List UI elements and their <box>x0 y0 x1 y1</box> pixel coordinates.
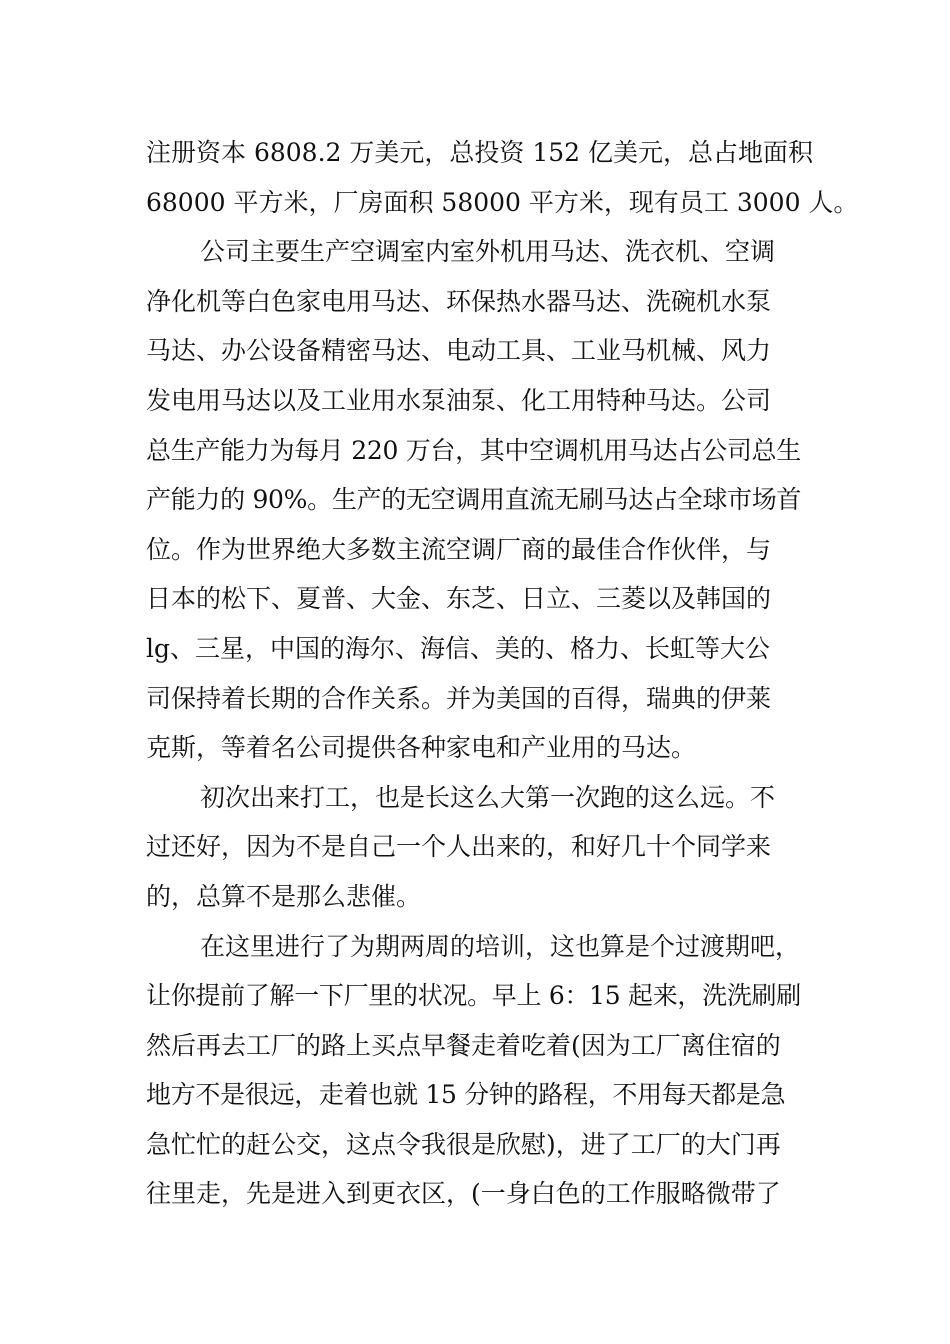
text-line: 位。作为世界绝大多数主流空调厂商的最佳合作伙伴，与 <box>146 534 772 564</box>
text-line: 注册资本 6808.2 万美元，总投资 152 亿美元，总占地面积 <box>146 138 813 167</box>
text-line: 日本的松下、夏普、大金、东芝、日立、三菱以及韩国的 <box>146 584 772 614</box>
text-line: 然后再去工厂的路上买点早餐走着吃着(因为工厂离住宿的 <box>146 1030 781 1060</box>
text-line: 68000 平方米，厂房面积 58000 平方米，现有员工 3000 人。 <box>146 187 859 217</box>
text-line: 过还好，因为不是自己一个人出来的，和好几十个同学来 <box>146 832 772 862</box>
text-line: 往里走，先是进入到更衣区，(一身白色的工作服略微带了 <box>146 1179 781 1209</box>
text-line: 产能力的 90%。生产的无空调用直流无刷马达占全球市场首 <box>146 485 802 515</box>
paragraph-first-line: 公司主要生产空调室内室外机用马达、洗衣机、空调 <box>200 237 776 267</box>
text-line: 急忙忙的赶公交，这点令我很是欣慰)，进了工厂的大门再 <box>146 1129 781 1159</box>
text-line: 让你提前了解一下厂里的状况。早上 6：15 起来，洗洗刷刷 <box>146 981 801 1011</box>
text-line: 地方不是很远，走着也就 15 分钟的路程，不用每天都是急 <box>146 1080 786 1110</box>
text-line: 净化机等白色家电用马达、环保热水器马达、洗碗机水泵 <box>146 286 772 316</box>
text-line: 发电用马达以及工业用水泵油泵、化工用特种马达。公司 <box>146 385 772 415</box>
paragraph-first-line: 在这里进行了为期两周的培训，这也算是个过渡期吧， <box>200 931 801 961</box>
text-line: 的，总算不是那么悲催。 <box>146 881 422 911</box>
text-line: 总生产能力为每月 220 万台，其中空调机用马达占公司总生 <box>146 435 801 465</box>
text-line: 司保持着长期的合作关系。并为美国的百得，瑞典的伊莱 <box>146 683 772 713</box>
text-line: 克斯，等着名公司提供各种家电和产业用的马达。 <box>146 733 697 763</box>
paragraph-first-line: 初次出来打工，也是长这么大第一次跑的这么远。不 <box>200 782 776 812</box>
text-line: lg、三星，中国的海尔、海信、美的、格力、长虹等大公 <box>146 633 771 663</box>
document-body <box>146 128 859 1219</box>
text-line: 马达、办公设备精密马达、电动工具、工业马机械、风力 <box>146 336 772 366</box>
